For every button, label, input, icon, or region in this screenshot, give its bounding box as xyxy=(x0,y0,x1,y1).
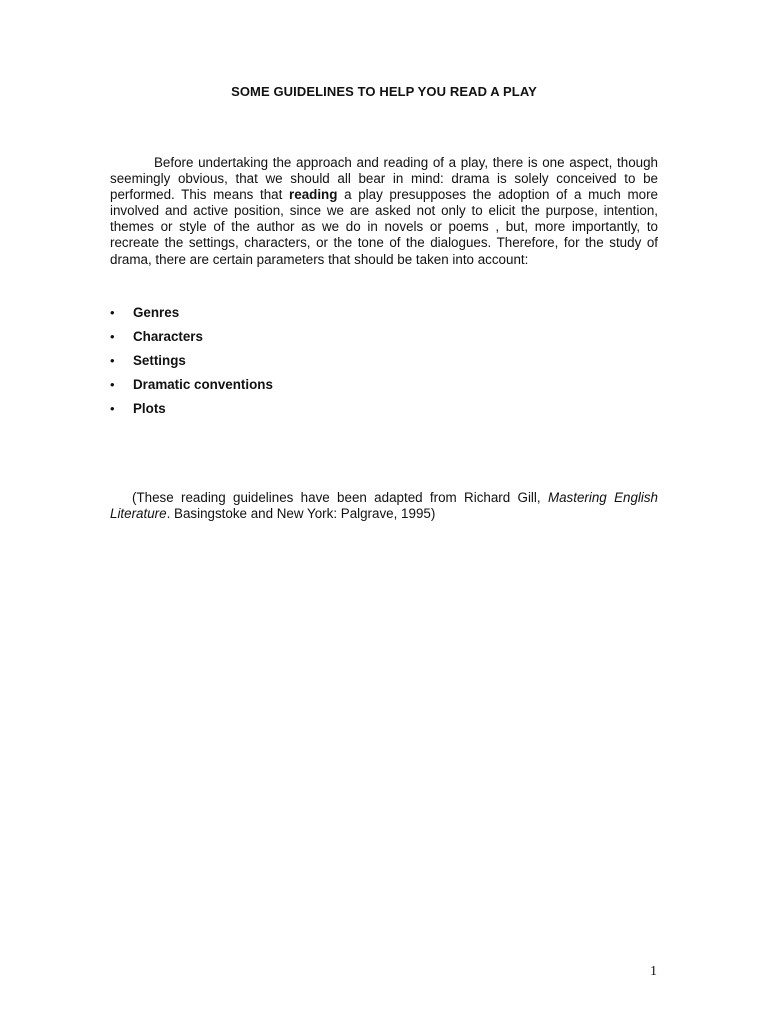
intro-paragraph xyxy=(110,155,658,268)
citation-book-title: Mastering English Literature xyxy=(110,490,658,522)
list-item xyxy=(110,397,273,421)
list-item-label: Genres xyxy=(133,304,180,320)
citation-paragraph xyxy=(110,490,658,522)
bullet-icon: • xyxy=(110,328,115,344)
intro-bold-word: reading xyxy=(289,187,338,203)
list-item xyxy=(110,348,273,372)
list-item xyxy=(110,300,273,324)
list-item xyxy=(110,324,273,348)
list-item-label: Characters xyxy=(133,328,203,344)
page-number: 1 xyxy=(650,964,657,979)
bullet-icon: • xyxy=(110,401,115,417)
parameters-list xyxy=(110,300,273,421)
bullet-icon: • xyxy=(110,377,115,393)
citation-text-end: . Basingstoke and New York: Palgrave, 1995) xyxy=(166,506,436,522)
intro-text-start: Before undertaking the approach and reading of a play, there is one aspect, though seemingly obvious, that we should all bear in mind: drama is solely conceived to be performed. This means that xyxy=(110,155,658,203)
list-item xyxy=(110,373,273,397)
bullet-icon: • xyxy=(110,352,115,368)
list-item-label: Dramatic conventions xyxy=(133,377,273,393)
list-item-label: Settings xyxy=(133,352,186,368)
citation-text-start: (These reading guidelines have been adapted from Richard Gill, xyxy=(132,490,548,505)
intro-text-end: a play presupposes the adoption of a much more involved and active position, since we are asked not only to elicit the purpose, intention, themes or style of the author as we do in novels or poems , but, more importantly, to recreate the settings, characters, or the tone of the dialogues. Therefore, for the study of drama, there are certain parameters that should be taken into account: xyxy=(110,187,658,267)
bullet-icon: • xyxy=(110,304,115,320)
page-title: SOME GUIDELINES TO HELP YOU READ A PLAY xyxy=(231,84,537,99)
list-item-label: Plots xyxy=(133,401,166,417)
